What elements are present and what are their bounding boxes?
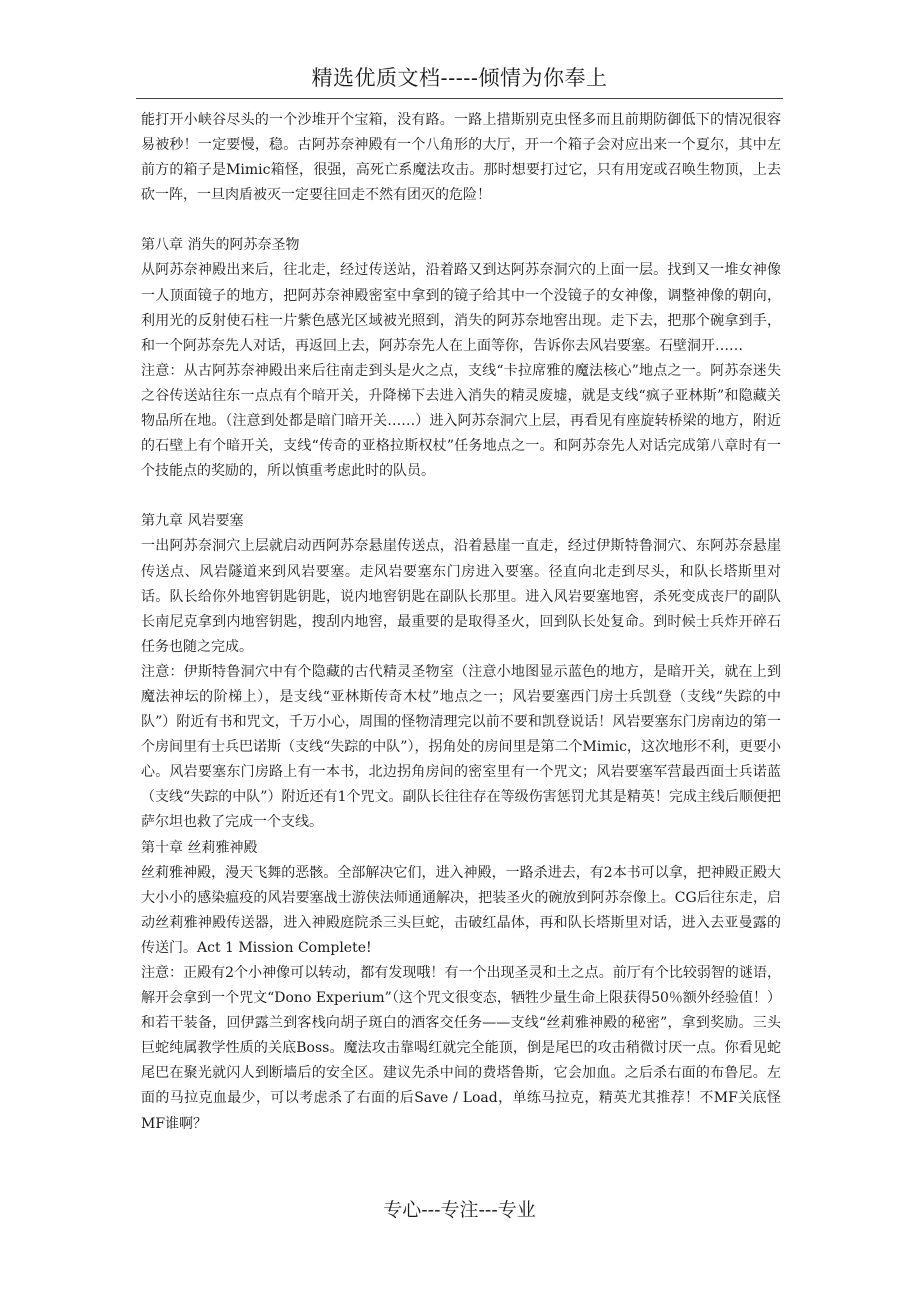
chapter-9-note: 注意：伊斯特鲁洞穴中有个隐藏的古代精灵圣物室（注意小地图显示蓝色的地方，是暗开关，就在上到魔法神坛的阶梯上），是支线“亚林斯传奇木杖”地点之一；风岩要塞西门房士兵凯登（支线“失踪的中队”）附近有书和咒文，千万小心，周围的怪物清理完以前不要和凯登说话！风岩要塞东门房南边的第一个房间里有士兵巴诺斯（支线“失踪的中队”），拐角处的房间里是第二个Mimic，这次地形不利，更要小心。风岩要塞东门房路上有一本书，北边拐角房间的密室里有一个咒文；风岩要塞军营最西面士兵诺蓝（支线“失踪的中队”）附近还有1个咒文。副队长往往存在等级伤害惩罚尤其是精英！完成主线后顺便把萨尔坦也救了完成一个支线。: [141, 663, 781, 831]
chapter-9-title: 第九章 风岩要塞: [141, 513, 244, 530]
chapter-8-body: 从阿苏奈神殿出来后，往北走，经过传送站，沿着路又到达阿苏奈洞穴的上面一层。找到又一堆女神像一人顶面镜子的地方，把阿苏奈神殿密室中拿到的镜子给其中一个没镜子的女神像，调整神像的朝向，利用光的反射使石柱一片紫色感光区域被光照到，消失的阿苏奈地窖出现。走下去，把那个碗拿到手，和一个阿苏奈先人对话，再返回上去，阿苏奈先人在上面等你，告诉你去风岩要塞。石壁洞开……: [141, 262, 781, 354]
chapter-8-title: 第八章 消失的阿苏奈圣物: [141, 237, 300, 254]
header-divider: [136, 98, 783, 99]
spacer: [141, 484, 781, 509]
page-footer: 专心---专注---专业: [383, 1199, 536, 1221]
chapter-8-note: 注意：从古阿苏奈神殿出来后往南走到头是火之点，支线“卡拉席雅的魔法核心”地点之一。阿苏奈迷失之谷传送站往东一点点有个暗开关，升降梯下去进入消失的精灵废墟，就是支线“疯子亚林斯”和隐藏关物品所在地。（注意到处都是暗门暗开关……）进入阿苏奈洞穴上层，再看见有座旋转桥梁的地方，附近的石壁上有个暗开关，支线“传奇的亚格拉斯权杖”任务地点之一。和阿苏奈先人对话完成第八章时有一个技能点的奖励的，所以慎重考虑此时的队员。: [141, 362, 781, 480]
document-body: [141, 108, 781, 1137]
page-header-title: 精选优质文档-----倾情为你奉上: [311, 66, 608, 90]
paragraph-continuation: 能打开小峡谷尽头的一个沙堆开个宝箱，没有路。一路上措斯别克虫怪多而且前期防御低下的情况很容易被秒！一定要慢，稳。古阿苏奈神殿有一个八角形的大厅，开一个箱子会对应出来一个夏尔，其中左前方的箱子是Mimic箱怪，很强，高死亡系魔法攻击。那时想要打过它，只有用宠或召唤生物顶，上去砍一阵，一旦肉盾被灭一定要往回走不然有团灭的危险！: [141, 112, 781, 204]
chapter-10-title: 第十章 丝莉雅神殿: [141, 839, 258, 856]
spacer: [141, 208, 781, 233]
chapter-10-body: 丝莉雅神殿，漫天飞舞的恶骸。全部解决它们，进入神殿，一路杀进去，有2本书可以拿，把神殿正殿大大小小的感染瘟疫的风岩要塞战士游侠法师通通解决，把装圣火的碗放到阿苏奈像上。CG后往东走，启动丝莉雅神殿传送器，进入神殿庭院杀三头巨蛇，击破红晶体，再和队长塔斯里对话，进入去亚曼露的传送门。Act 1 Mission Complete!: [141, 864, 781, 956]
chapter-9-body: 一出阿苏奈洞穴上层就启动西阿苏奈悬崖传送点，沿着悬崖一直走，经过伊斯特鲁洞穴、东阿苏奈悬崖传送点、风岩隧道来到风岩要塞。走风岩要塞东门房进入要塞。径直向北走到尽头，和队长塔斯里对话。队长给你外地窖钥匙钥匙，说内地窖钥匙在副队长那里。进入风岩要塞地窖，杀死变成丧尸的副队长南尼克拿到内地窖钥匙，搜刮内地窖，最重要的是取得圣火，回到队长处复命。到时候士兵炸开碎石任务也随之完成。: [141, 538, 781, 655]
chapter-10-note: 注意：正殿有2个小神像可以转动，都有发现哦！有一个出现圣灵和土之点。前厅有个比较弱智的谜语，解开会拿到一个咒文“Dono Experium”（这个咒文很变态，牺牲少量生命上限获得50％额外经验值！）和若干装备，回伊露兰到客栈向胡子斑白的酒客交任务——支线“丝莉雅神殿的秘密”，拿到奖励。三头巨蛇纯属教学性质的关底Boss。魔法攻击靠喝红就完全能顶，倒是尾巴的攻击稍微讨厌一点。你看见蛇尾巴在聚光就闪人到断墙后的安全区。建议先杀中间的费塔鲁斯，它会加血。之后杀右面的布鲁尼。左面的马拉克血最少，可以考虑杀了右面的后Save / Load，单练马拉克，精英尤其推荐！不MF关底怪MF谁啊？: [141, 965, 781, 1132]
